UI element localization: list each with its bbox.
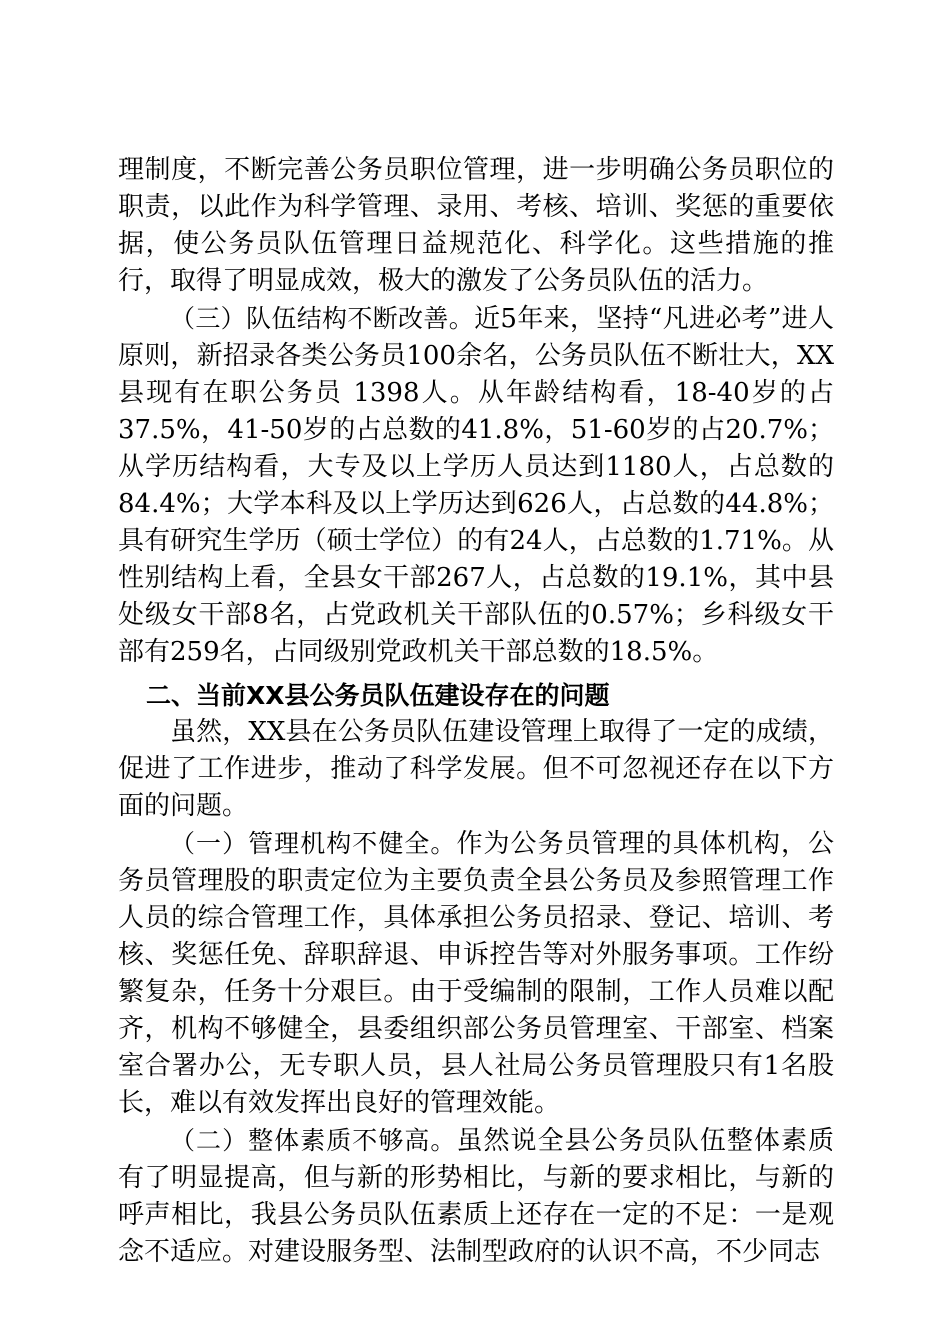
document-body: [118, 152, 834, 1271]
paragraph-4-body: 作为公务员管理的具体机构，公务员管理股的职责定位为主要负责全县公务员及参照管理工作人员的综合管理工作，具体承担公务员招录、登记、培训、考核、奖惩任免、辞职辞退、申诉控告等对外服务事项。工作纷繁复杂，任务十分艰巨。由于受编制的限制，工作人员难以配齐，机构不够健全，县委组织部公务员管理室、干部室、档案室合署办公，无专职人员，县人社局公务员管理股只有1名股长，难以有效发挥出良好的管理效能。: [118, 829, 834, 1118]
paragraph-1: 理制度，不断完善公务员职位管理，进一步明确公务员职位的职责，以此作为科学管理、录用、考核、培训、奖惩的重要依据，使公务员队伍管理日益规范化、科学化。这些措施的推行，取得了明显成效，极大的激发了公务员队伍的活力。: [118, 155, 834, 296]
paragraph-4: [118, 825, 834, 1122]
paragraph-3: 虽然，XX县在公务员队伍建设管理上取得了一定的成绩，促进了工作进步，推动了科学发展。但不可忽视还存在以下方面的问题。: [118, 717, 834, 821]
paragraph-5: [118, 1122, 834, 1271]
paragraph-2: [118, 300, 834, 671]
paragraph-4-title: （一）管理机构不健全。: [170, 829, 457, 858]
paragraph-5-body: 虽然说全县公务员队伍整体素质有了明显提高，但与新的形势相比，与新的要求相比，与新的呼声相比，我县公务员队伍素质上还存在一定的不足：一是观念不适应。对建设服务型、法制型政府的认识不高，不少同志: [118, 1126, 834, 1267]
paragraph-5-title: （二）整体素质不够高。: [170, 1126, 457, 1155]
section-heading: 二、当前XX县公务员队伍建设存在的问题: [146, 681, 610, 710]
paragraph-2-title: （三）队伍结构不断改善。: [170, 304, 475, 333]
paragraph-2-body: 近5年来，坚持“凡进必考”进人原则，新招录各类公务员100余名，公务员队伍不断壮大，XX县现有在职公务员 1398人。从年龄结构看，18-40岁的占37.5%，41-50岁的占总数的41.8%，51-60岁的占20.7%；从学历结构看，大专及以上学历人员达到1180人，占总数的84.4%；大学本科及以上学历达到626人，占总数的44.8%；具有研究生学历（硕士学位）的有24人，占总数的1.71%。从性别结构上看，全县女干部267人，占总数的19.1%，其中县处级女干部8名，占党政机关干部队伍的0.57%；乡科级女干部有259名，占同级别党政机关干部总数的18.5%。: [118, 304, 834, 667]
